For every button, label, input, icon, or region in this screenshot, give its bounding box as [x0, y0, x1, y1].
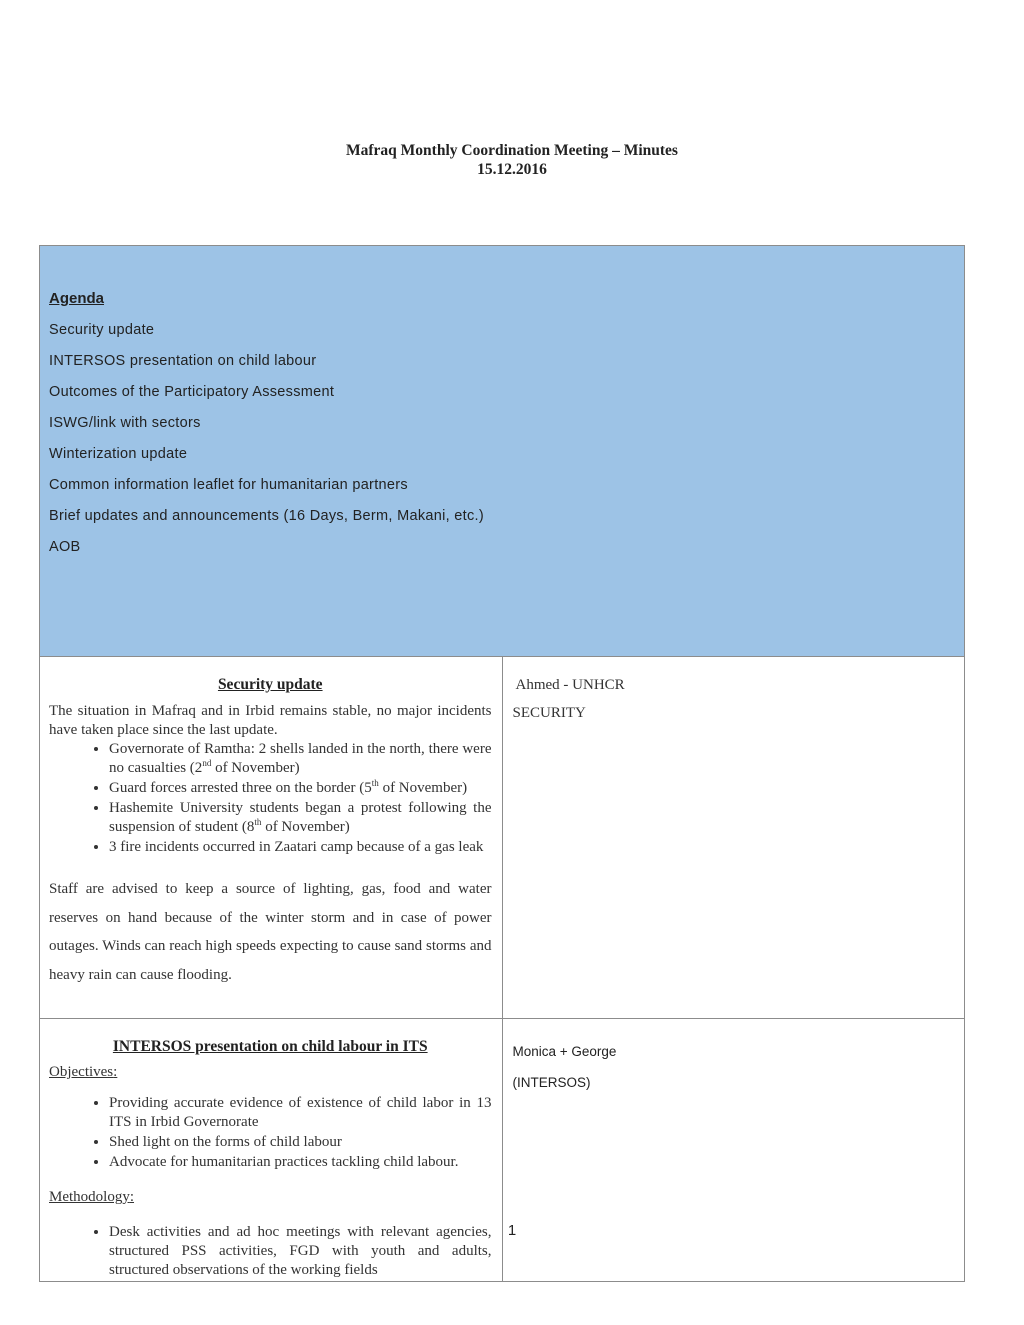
intersos-section-title: INTERSOS presentation on child labour in ITS: [112, 1038, 428, 1055]
agenda-item: Outcomes of the Participatory Assessment: [49, 384, 335, 400]
security-intro: The situation in Mafraq and in Irbid remains stable, no major incidents have taken place since the last update.: [49, 703, 492, 738]
agenda-item: ISWG/link with sectors: [49, 415, 201, 431]
security-content-cell: [40, 657, 503, 1019]
security-bullet: • Guard forces arrested three on the border (5th of November): [109, 779, 492, 798]
security-row: [40, 657, 965, 1019]
security-bullet: • Governorate of Ramtha: 2 shells landed in the north, there were no casualties (2nd of November): [109, 740, 492, 778]
intersos-presenter-cell: [502, 1019, 965, 1282]
agenda-item: Winterization update: [49, 446, 188, 462]
methodology-item: • Desk activities and ad hoc meetings with relevant agencies, structured PSS activities, FGD with youth and adults, structured observations of the working fields: [109, 1223, 492, 1280]
security-advice: Staff are advised to keep a source of lighting, gas, food and water reserves on hand because of the winter storm and in case of power outages. Winds can reach high speeds expecting to cause sand storms and heavy rain can cause flooding.: [49, 881, 492, 983]
agenda-item: INTERSOS presentation on child labour: [49, 353, 317, 369]
agenda-item: AOB: [49, 539, 81, 555]
agenda-item: Brief updates and announcements (16 Days, Berm, Makani, etc.): [49, 508, 484, 524]
intersos-presenter-org: (INTERSOS): [512, 1075, 591, 1090]
agenda-heading: Agenda: [49, 290, 105, 307]
intersos-presenter-name: Monica + George: [512, 1044, 617, 1059]
objective-item: • Providing accurate evidence of existence of child labor in 13 ITS in Irbid Governorate: [109, 1094, 492, 1132]
objectives-list: [49, 1094, 492, 1172]
agenda-cell: [40, 246, 965, 657]
intersos-content-cell: [40, 1019, 503, 1282]
security-bullet-list: [49, 740, 492, 857]
objective-item: • Shed light on the forms of child labour: [109, 1133, 492, 1152]
agenda-item: Security update: [49, 322, 155, 338]
intersos-row: [40, 1019, 965, 1282]
objectives-heading: Objectives:: [49, 1064, 118, 1080]
security-presenter-role: SECURITY: [512, 705, 586, 721]
security-presenter-name: Ahmed - UNHCR: [515, 677, 625, 693]
document-title: Mafraq Monthly Coordination Meeting – Minutes: [346, 142, 678, 159]
document-date: 15.12.2016: [477, 161, 547, 178]
security-bullet: • 3 fire incidents occurred in Zaatari camp because of a gas leak: [109, 838, 492, 857]
security-section-title: Security update: [217, 676, 323, 693]
document-title-block: [0, 141, 1024, 179]
page-number: 1: [507, 1222, 517, 1239]
agenda-row: [40, 246, 965, 657]
agenda-item: Common information leaflet for humanitarian partners: [49, 477, 408, 493]
security-bullet: • Hashemite University students began a protest following the suspension of student (8th of November): [109, 799, 492, 837]
objective-item: • Advocate for humanitarian practices tackling child labour.: [109, 1153, 492, 1172]
security-presenter-cell: [502, 657, 965, 1019]
methodology-heading: Methodology:: [49, 1189, 135, 1205]
minutes-table: [39, 245, 965, 1282]
